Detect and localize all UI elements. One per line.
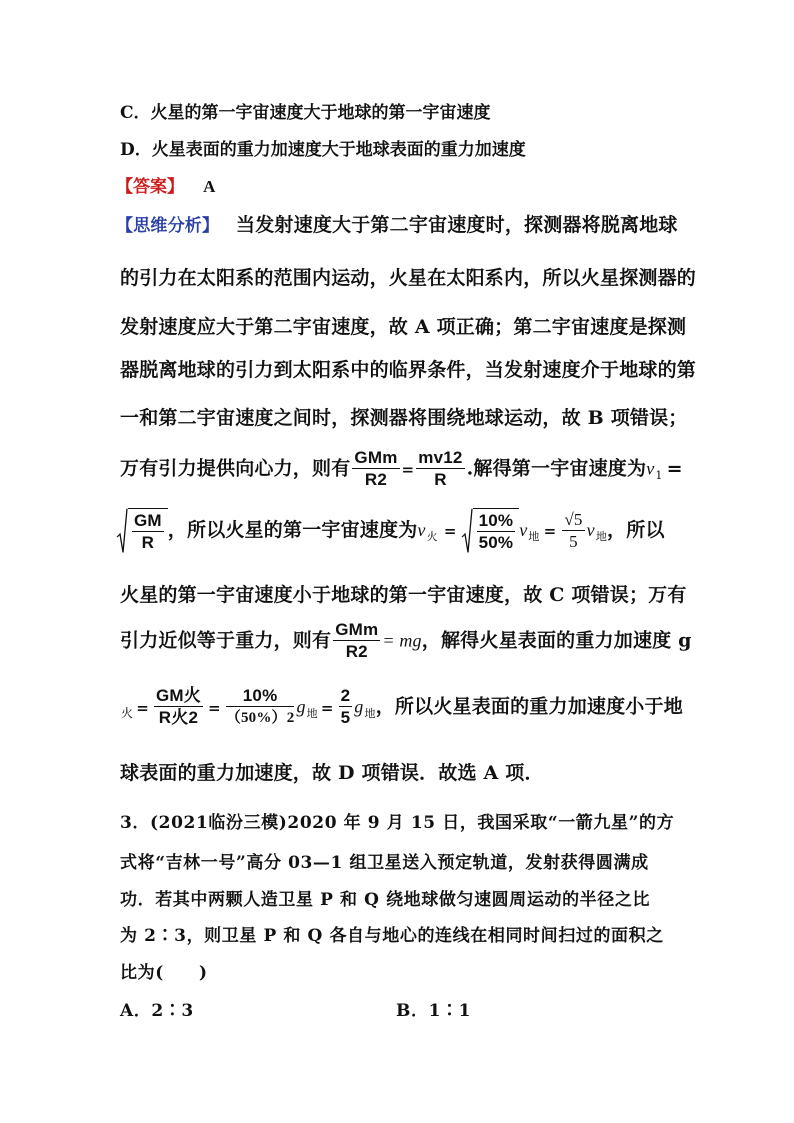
fraction-mv2-r: $\frac{mv12}{R}$ [418, 448, 463, 489]
question3-line-2: 式将“吉林一号”高分 03—1 组卫星送入预定轨道，发射获得圆满成 [120, 853, 649, 873]
option-c: C．火星的第一宇宙速度大于地球的第一宇宙速度 [120, 103, 491, 123]
analysis-line-6: 万有引力提供向心力，则有 $\frac{\text{GMm}}{R2}$ = $\frac{mv12}{R}$ .解得第一宇宙速度为$v_1$ = [120, 448, 683, 489]
sqrt-ratio: $\frac{10\%}{50\%}$ [461, 508, 520, 554]
question3-line-4: 为 2∶3，则卫星 P 和 Q 各自与地心的连线在相同时间扫过的面积之 [120, 926, 664, 946]
analysis-line-7: $\frac{GM}{R}$ ，所以火星的第一宇宙速度为$v_火$ = $\frac{10\%}{50\%}$ $v_地$ = $\frac{√5}{5}$ $v_地$，所以 [116, 508, 665, 554]
analysis-line-4: 器脱离地球的引力到太阳系中的临界条件，当发射速度介于地球的第 [120, 359, 697, 381]
sqrt-gm-r: $\frac{GM}{R}$ [116, 508, 168, 554]
analysis-line-1: 【思维分析】 当发射速度大于第二宇宙速度时，探测器将脱离地球 [116, 214, 678, 236]
question3-line-1: 3．(2021临汾三模)2020 年 9 月 15 日，我国采取“一箭九星”的方 [120, 813, 675, 833]
analysis-line-2: 的引力在太阳系的范围内运动，火星在太阳系内，所以火星探测器的 [120, 267, 697, 289]
option-d: D．火星表面的重力加速度大于地球表面的重力加速度 [120, 140, 526, 160]
analysis-line-11: 球表面的重力加速度，故 D 项错误．故选 A 项． [120, 762, 544, 784]
question3-option-b: B．1∶1 [396, 1001, 472, 1021]
analysis-line-3: 发射速度应大于第二宇宙速度，故 A 项正确；第二宇宙速度是探测 [120, 316, 687, 338]
answer-line [116, 172, 215, 197]
fraction-percent: $\frac{10\%}{(50\%)2}$ [225, 686, 295, 726]
fraction-gm-fire: $\frac{\text{GM火}}{\text{R火2}}$ [155, 686, 201, 727]
analysis-line-5: 一和第二宇宙速度之间时，探测器将围绕地球运动，故 B 项错误； [120, 407, 688, 429]
fraction-gmm-r2-b: $\frac{\text{GMm}}{R2}$ [335, 620, 379, 661]
analysis-line-8: 火星的第一宇宙速度小于地球的第一宇宙速度，故 C 项错误；万有 [120, 584, 687, 606]
question3-line-5: 比为( ) [120, 963, 208, 983]
fraction-root5-5: $\frac{√5}{5}$ [564, 509, 583, 551]
answer-value: A [203, 177, 216, 196]
fraction-two-fifths: $\frac{2}{5}$ [340, 686, 351, 727]
answer-tag: 【答案】 [116, 177, 184, 197]
question3-line-3: 功．若其中两颗人造卫星 P 和 Q 绕地球做匀速圆周运动的半径之比 [120, 890, 651, 910]
question3-option-a: A．2∶3 [120, 1001, 194, 1021]
analysis-line-9: 引力近似等于重力，则有 $\frac{\text{GMm}}{R2}$ = mg，解得火星表面的重力加速度 g [120, 620, 692, 661]
fraction-gmm-r2: $\frac{\text{GMm}}{R2}$ [354, 448, 398, 489]
analysis-line-10: $_火$ = $\frac{\text{GM火}}{\text{R火2}}$ = $\frac{10\%}{(50\%)2}$ $g_地$ = $\frac{2}{5}$ $g_地$，所以火星表面的重力加速度小于地 [121, 686, 683, 727]
analysis-tag: 【思维分析】 [116, 216, 220, 236]
